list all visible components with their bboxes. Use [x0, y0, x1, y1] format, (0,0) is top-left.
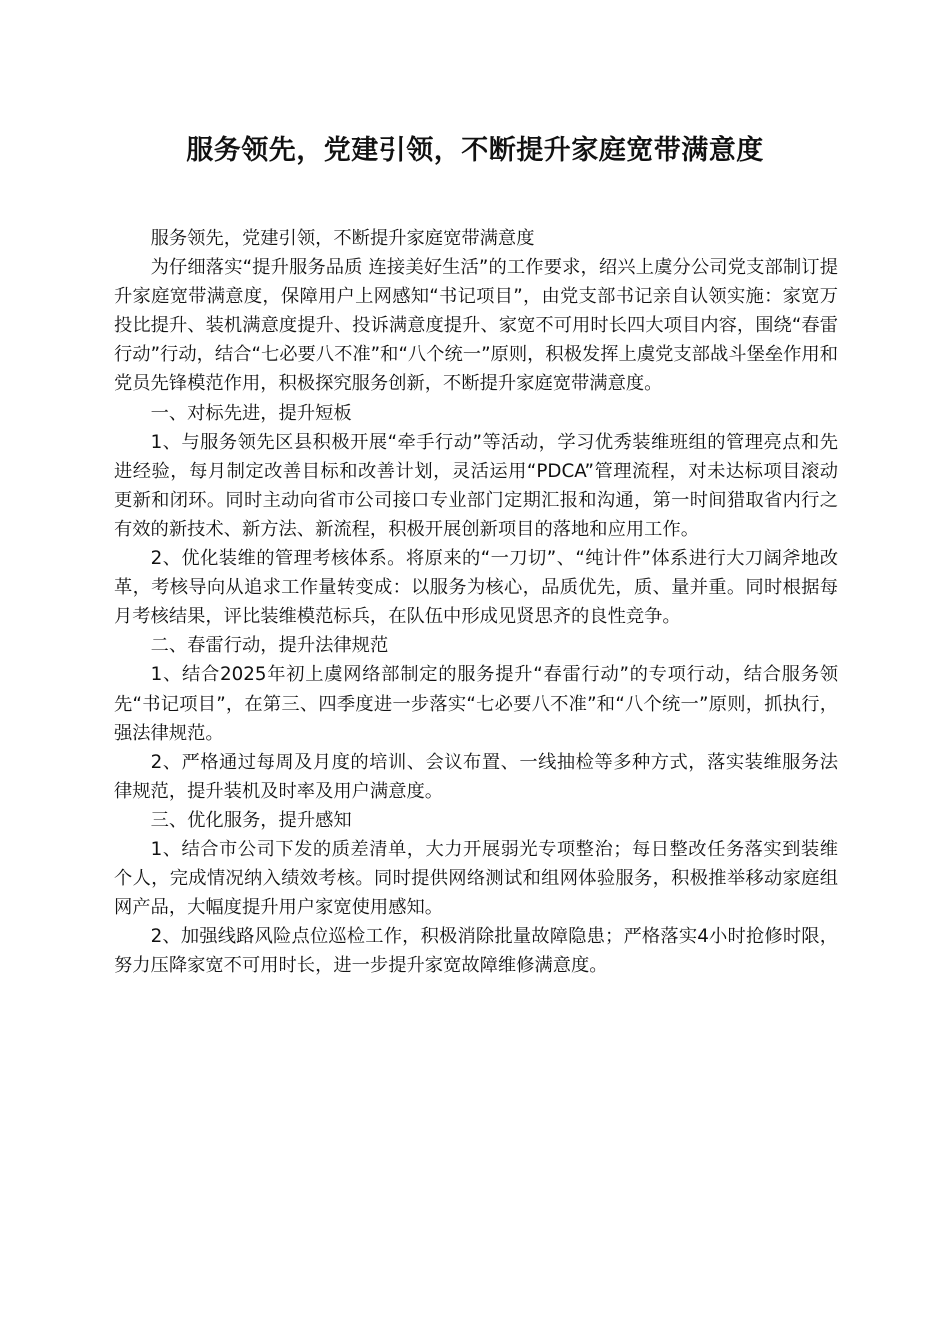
section-1-item-2: 2、优化装维的管理考核体系。将原来的“一刀切”、“纯计件”体系进行大刀阔斧地改革，考核导向从追求工作量转变成：以服务为核心，品质优先，质、量并重。同时根据每月考核结果，评比装维模范标兵，在队伍中形成见贤思齐的良性竞争。	[114, 548, 838, 628]
section-2-item-1: 1、结合2025年初上虞网络部制定的服务提升“春雷行动”的专项行动，结合服务领先“书记项目”，在第三、四季度进一步落实“七必要八不准”和“八个统一”原则，抓执行，强法律规范。	[114, 664, 838, 744]
section-heading-2: 二、春雷行动，提升法律规范	[150, 635, 389, 657]
section-3-item-2: 2、加强线路风险点位巡检工作，积极消除批量故障隐患；严格落实4小时抢修时限，努力压降家宽不可用时长，进一步提升家宽故障维修满意度。	[114, 926, 838, 977]
section-heading-3: 三、优化服务，提升感知	[150, 809, 352, 831]
intro-paragraph: 为仔细落实“提升服务品质 连接美好生活”的工作要求，绍兴上虞分公司党支部制订提升家庭宽带满意度，保障用户上网感知“书记项目”，由党支部书记亲自认领实施：家宽万投比提升、装机满意度提升、投诉满意度提升、家宽不可用时长四大项目内容，围绕“春雷行动”行动，结合“七必要八不准”和“八个统一”原则，积极发挥上虞党支部战斗堡垒作用和党员先锋模范作用，积极探究服务创新，不断提升家庭宽带满意度。	[114, 257, 838, 395]
section-heading-1: 一、对标先进，提升短板	[150, 402, 352, 424]
document-body	[114, 224, 838, 980]
section-1-item-1: 1、与服务领先区县积极开展“牵手行动”等活动，学习优秀装维班组的管理亮点和先进经验，每月制定改善目标和改善计划，灵活运用“PDCA”管理流程，对未达标项目滚动更新和闭环。同时主动向省市公司接口专业部门定期汇报和沟通，第一时间猎取省内行之有效的新技术、新方法、新流程，积极开展创新项目的落地和应用工作。	[114, 431, 838, 540]
intro-subtitle-paragraph: 服务领先，党建引领，不断提升家庭宽带满意度	[150, 228, 535, 249]
document-title: 服务领先，党建引领，不断提升家庭宽带满意度	[186, 135, 764, 166]
section-3-item-1: 1、结合市公司下发的质差清单，大力开展弱光专项整治；每日整改任务落实到装维个人，完成情况纳入绩效考核。同时提供网络测试和组网体验服务，积极推举移动家庭组网产品，大幅度提升用户家宽使用感知。	[114, 838, 838, 919]
section-2-item-2: 2、严格通过每周及月度的培训、会议布置、一线抽检等多种方式，落实装维服务法律规范，提升装机及时率及用户满意度。	[114, 751, 838, 802]
